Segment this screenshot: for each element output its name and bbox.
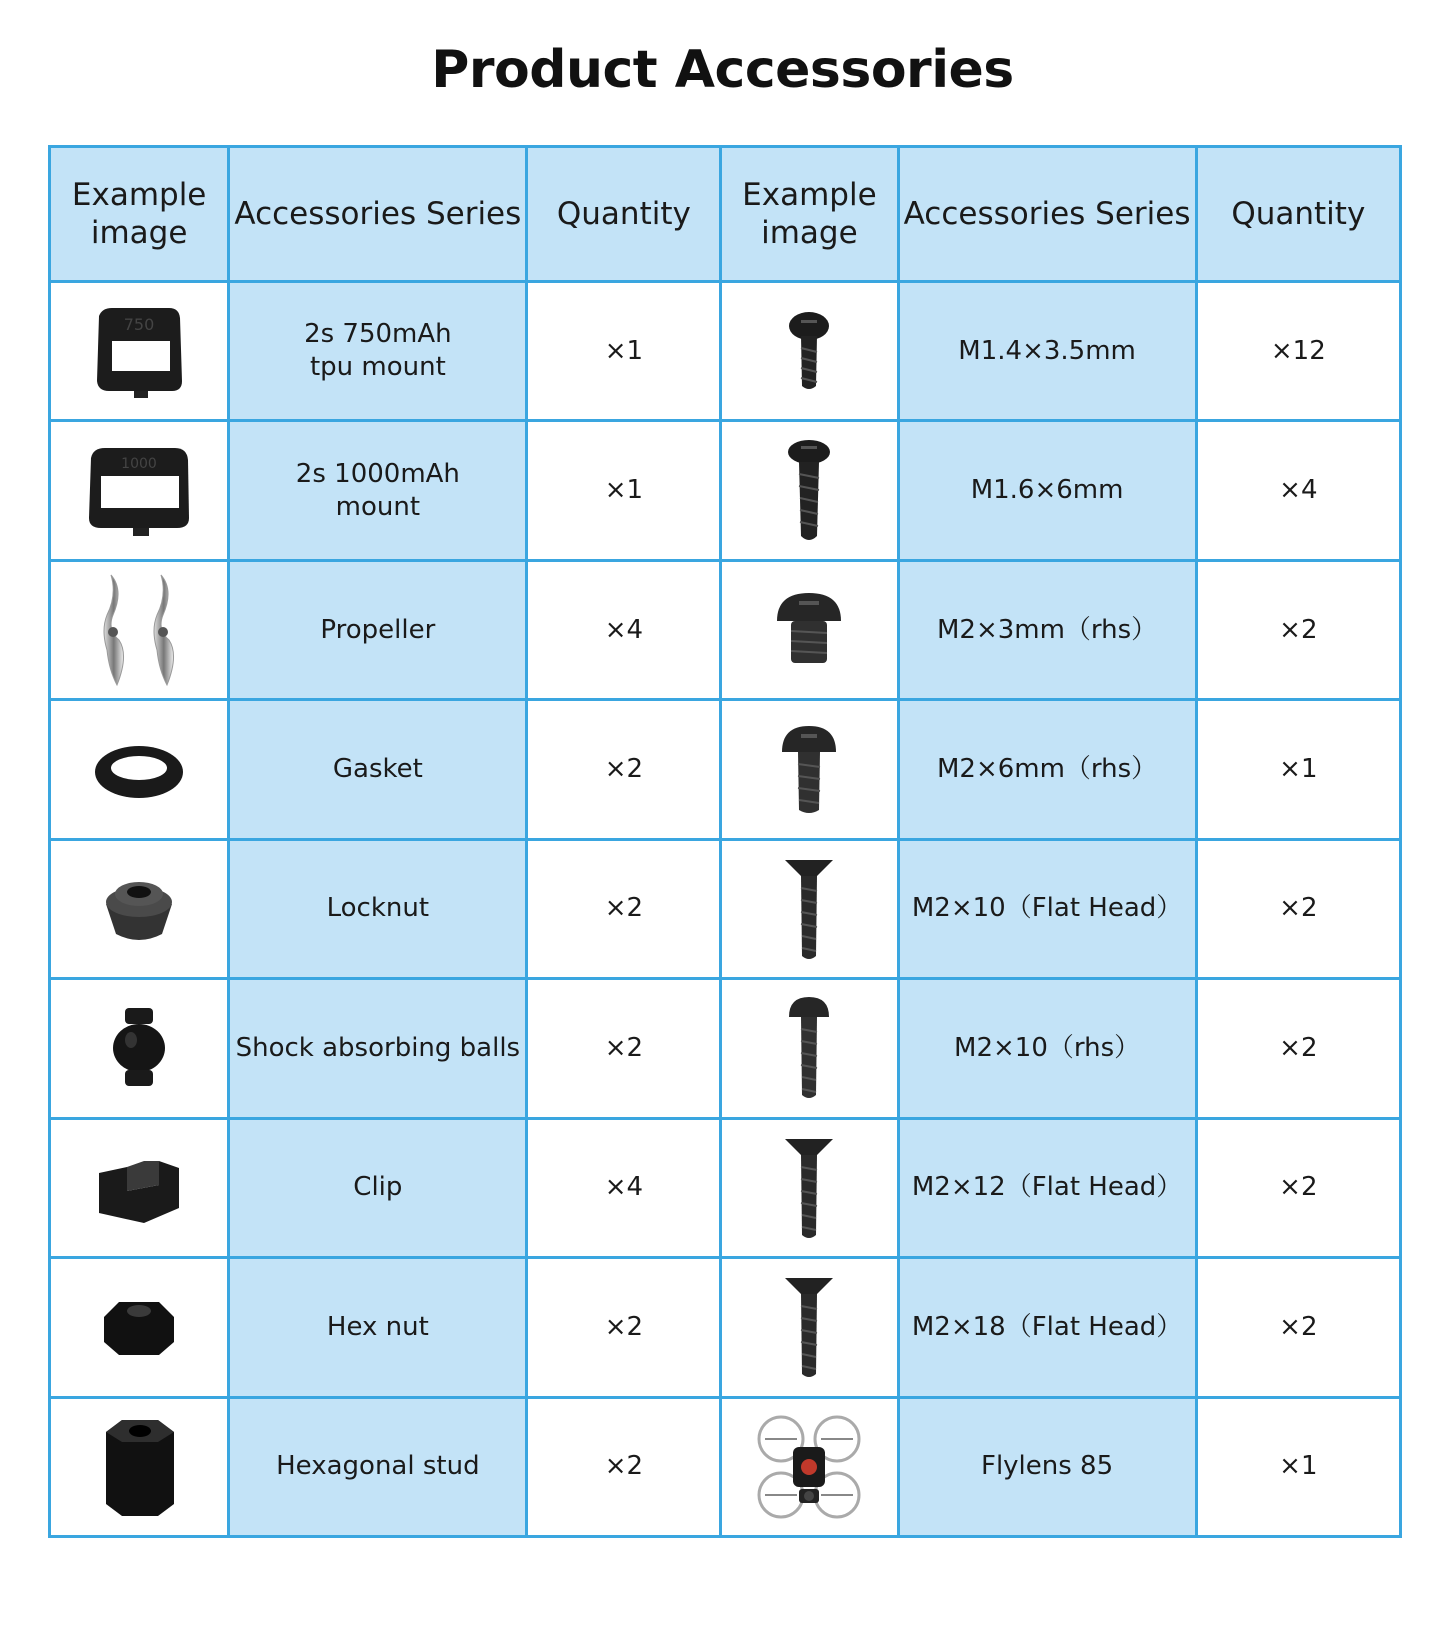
accessory-series-cell <box>898 282 1196 421</box>
quantity-cell: ×2 <box>527 1397 721 1537</box>
accessory-series-cell <box>229 1118 527 1257</box>
example-image-cell <box>721 282 898 421</box>
header-example-image-2 <box>721 147 898 282</box>
table-row <box>50 1258 1401 1397</box>
example-image-cell <box>50 839 229 978</box>
header-quantity: Quantity <box>527 147 721 282</box>
locknut-icon <box>94 864 184 954</box>
pan-head-screw-icon <box>779 436 839 546</box>
table-row <box>50 282 1401 421</box>
example-image-cell <box>721 839 898 978</box>
accessory-name-line: M2×6mm（rhs） <box>936 754 1158 785</box>
table-row <box>50 421 1401 560</box>
table-row <box>50 979 1401 1118</box>
clip-icon <box>89 1143 189 1233</box>
propeller-icon <box>89 570 189 690</box>
quantity-cell: ×12 <box>1196 282 1400 421</box>
accessory-series-cell <box>229 1397 527 1537</box>
accessory-series-cell <box>229 839 527 978</box>
accessory-series-cell <box>898 421 1196 560</box>
example-image-cell <box>50 282 229 421</box>
accessory-name-line: M1.6×6mm <box>970 475 1124 506</box>
quantity-cell: ×2 <box>1196 560 1400 699</box>
table-row <box>50 560 1401 699</box>
example-image-cell <box>721 560 898 699</box>
accessory-series-cell <box>898 1258 1196 1397</box>
accessory-series-cell <box>898 839 1196 978</box>
quantity-cell: ×2 <box>1196 1118 1400 1257</box>
accessory-name-line: Hex nut <box>326 1311 429 1342</box>
table-row <box>50 700 1401 839</box>
example-image-cell <box>50 700 229 839</box>
quantity-cell: ×1 <box>1196 700 1400 839</box>
header-accessories-series-2: Accessories Series <box>898 147 1196 282</box>
quantity-cell: ×4 <box>527 1118 721 1257</box>
accessory-series-cell <box>229 282 527 421</box>
quantity-cell: ×2 <box>527 700 721 839</box>
example-image-cell <box>721 1258 898 1397</box>
quantity-cell: ×2 <box>1196 1258 1400 1397</box>
page-title: Product Accessories <box>431 40 1014 100</box>
header-example-image <box>50 147 229 282</box>
example-image-cell <box>50 1118 229 1257</box>
table-row <box>50 839 1401 978</box>
quantity-cell: ×1 <box>527 421 721 560</box>
example-image-cell <box>721 700 898 839</box>
accessory-series-cell <box>898 1397 1196 1537</box>
accessory-name-line: M1.4×3.5mm <box>958 335 1136 366</box>
quantity-cell: ×4 <box>1196 421 1400 560</box>
accessory-series-cell <box>229 700 527 839</box>
hexagonal-stud-icon <box>94 1412 184 1522</box>
accessory-name-line: Hexagonal stud <box>276 1451 480 1482</box>
example-image-cell <box>50 560 229 699</box>
header-quantity-2: Quantity <box>1196 147 1400 282</box>
accessory-name-line: Propeller <box>320 614 436 645</box>
header-image-line2: image <box>90 215 188 251</box>
svg-text:1000: 1000 <box>121 455 157 472</box>
accessory-name-line: 2s 750mAh <box>304 319 452 350</box>
round-head-screw-icon <box>774 720 844 820</box>
accessory-series-cell <box>898 979 1196 1118</box>
quantity-cell: ×2 <box>527 1258 721 1397</box>
flat-head-screw-icon <box>779 854 839 964</box>
accessory-series-cell <box>229 1258 527 1397</box>
quantity-cell: ×2 <box>1196 979 1400 1118</box>
accessory-name-line: M2×12（Flat Head） <box>911 1172 1183 1203</box>
header-row <box>50 147 1401 282</box>
hex-nut-icon <box>94 1287 184 1367</box>
gasket-icon <box>84 730 194 810</box>
round-head-screw-short-icon <box>769 585 849 675</box>
accessory-name-line: tpu mount <box>309 352 446 383</box>
quantity-cell: ×1 <box>527 282 721 421</box>
quantity-cell: ×4 <box>527 560 721 699</box>
header-image-line1: Example <box>742 177 877 213</box>
battery-mount-750-icon <box>84 296 194 406</box>
accessory-name-line: Shock absorbing balls <box>235 1032 521 1063</box>
example-image-cell <box>721 421 898 560</box>
header-accessories-series: Accessories Series <box>229 147 527 282</box>
accessory-name-line: Locknut <box>326 893 430 924</box>
pan-head-screw-short-icon <box>779 306 839 396</box>
accessory-name-line: M2×3mm（rhs） <box>936 614 1158 645</box>
header-image-line2: image <box>761 215 858 251</box>
accessory-name-line: mount <box>335 491 421 522</box>
accessory-series-cell <box>898 1118 1196 1257</box>
example-image-cell <box>50 421 229 560</box>
accessory-series-cell <box>229 421 527 560</box>
battery-mount-1000-icon <box>79 436 199 546</box>
example-image-cell <box>721 1118 898 1257</box>
accessory-name-line: M2×10（rhs） <box>954 1032 1141 1063</box>
accessory-series-cell <box>898 700 1196 839</box>
drone-icon <box>753 1411 865 1523</box>
round-head-screw-long-icon <box>779 993 839 1103</box>
accessory-series-cell <box>898 560 1196 699</box>
flat-head-screw-18-icon <box>779 1272 839 1382</box>
accessory-series-cell <box>229 979 527 1118</box>
flat-head-screw-12-icon <box>779 1133 839 1243</box>
example-image-cell <box>721 1397 898 1537</box>
accessory-name-line: M2×18（Flat Head） <box>911 1311 1183 1342</box>
accessory-name-line: Gasket <box>332 754 423 785</box>
example-image-cell <box>50 1397 229 1537</box>
accessories-table <box>48 145 1402 1538</box>
accessory-name-line: M2×10（Flat Head） <box>911 893 1183 924</box>
quantity-cell: ×2 <box>1196 839 1400 978</box>
accessory-series-cell <box>229 560 527 699</box>
table-row <box>50 1118 1401 1257</box>
accessory-name-line: 2s 1000mAh <box>295 458 460 489</box>
quantity-cell: ×2 <box>527 839 721 978</box>
table-row <box>50 1397 1401 1537</box>
quantity-cell: ×1 <box>1196 1397 1400 1537</box>
accessory-name-line: Clip <box>353 1172 403 1203</box>
example-image-cell <box>50 1258 229 1397</box>
example-image-cell <box>50 979 229 1118</box>
accessory-name-line: Flylens 85 <box>980 1451 1114 1482</box>
quantity-cell: ×2 <box>527 979 721 1118</box>
shock-ball-icon <box>99 998 179 1098</box>
example-image-cell <box>721 979 898 1118</box>
header-image-line1: Example <box>71 177 207 213</box>
svg-text:750: 750 <box>123 315 155 335</box>
